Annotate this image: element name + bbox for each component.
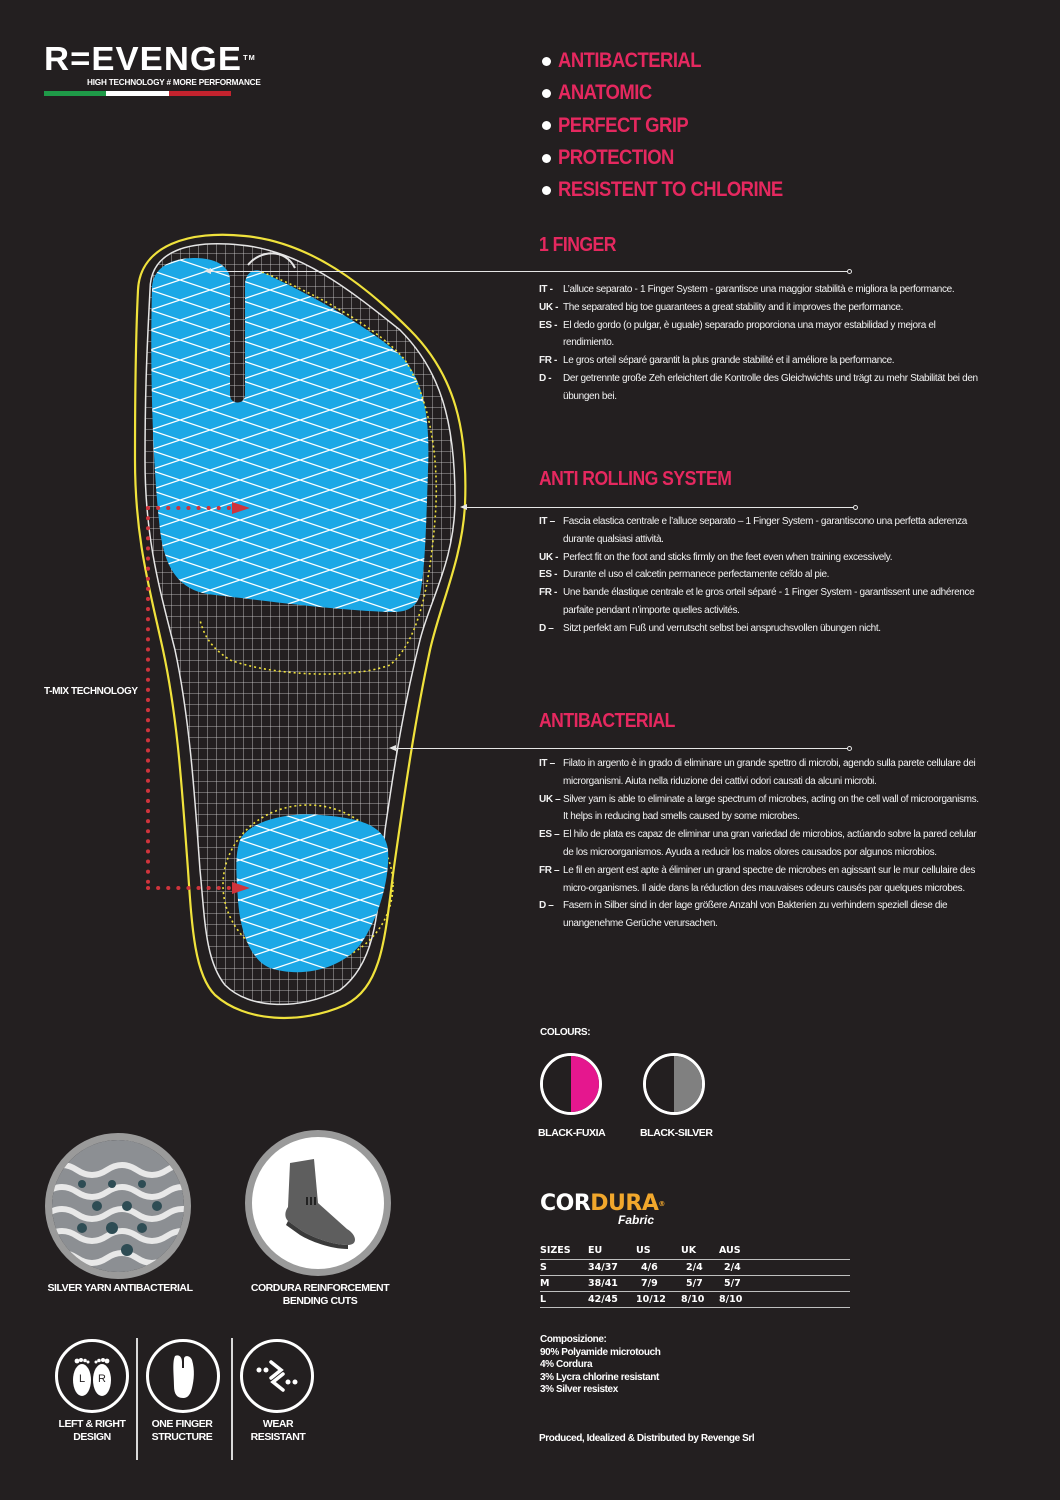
lang-row: ES - El dedo gordo (o pulgar, è uguale) separado proporciona una mayor estabilidad y mejora el rendimiento. bbox=[539, 319, 936, 349]
section-body-antibacterial bbox=[539, 755, 979, 933]
bullet-icon bbox=[542, 57, 551, 66]
colour-label-black-fuxia: BLACK-FUXIA bbox=[538, 1127, 606, 1139]
connector-line-antibacterial bbox=[395, 748, 848, 749]
arrow-left-icon bbox=[460, 504, 467, 510]
wear-resistant-caption: WEAR RESISTANT bbox=[250, 1418, 306, 1443]
connector-line-antirolling bbox=[466, 507, 854, 508]
composition-block bbox=[540, 1334, 660, 1397]
arrow-left-icon bbox=[389, 745, 396, 751]
cordura-logo: CORDURA® Fabric bbox=[540, 1191, 665, 1227]
bullet-icon bbox=[542, 186, 551, 195]
tmix-technology-label: T-MIX TECHNOLOGY bbox=[44, 686, 138, 697]
size-table bbox=[540, 1243, 850, 1308]
lang-row: UK - Perfect fit on the foot and sticks firmly on the feet even when training excessively. bbox=[539, 551, 893, 563]
composition-item: 90% Polyamide microtouch bbox=[540, 1346, 661, 1358]
silver-yarn-caption: SILVER YARN ANTIBACTERIAL bbox=[47, 1282, 193, 1294]
bullet-icon bbox=[542, 121, 551, 130]
table-row: M 38/41 7/9 5/7 5/7 bbox=[540, 1275, 850, 1291]
foot-diagram bbox=[0, 0, 520, 1030]
svg-text:L: L bbox=[78, 1373, 86, 1385]
bullet-icon bbox=[542, 89, 551, 98]
colour-swatch-black-fuxia[interactable] bbox=[540, 1053, 602, 1115]
logo-wordmark: R=EVENGE™ bbox=[44, 40, 256, 77]
colour-swatch-black-silver[interactable] bbox=[643, 1053, 705, 1115]
woven-yarn-icon bbox=[52, 1140, 184, 1272]
colours-label: COLOURS: bbox=[540, 1027, 591, 1038]
left-right-design-caption: LEFT & RIGHT DESIGN bbox=[58, 1418, 126, 1443]
left-right-design-icon bbox=[55, 1339, 129, 1413]
section-title-antibacterial: ANTIBACTERIAL bbox=[539, 710, 675, 732]
composition-title: Composizione: bbox=[540, 1334, 607, 1345]
composition-item: 3% Lycra chlorine resistant bbox=[540, 1371, 659, 1383]
lang-row: FR - Le gros orteil séparé garantit la plus grande stabilité et il améliore la performance. bbox=[539, 355, 895, 367]
produced-by-text: Produced, Idealized & Distributed by Revenge Srl bbox=[539, 1433, 755, 1444]
arrow-left-icon bbox=[204, 268, 211, 274]
one-finger-structure-icon bbox=[146, 1339, 220, 1413]
lang-row: D – Fasern in Silber sind in der lage größere Anzahl von Bakterien zu verhindern speziell diese die unangenehme Gerüche verursachen. bbox=[539, 900, 948, 930]
colour-label-black-silver: BLACK-SILVER bbox=[640, 1127, 713, 1139]
section-title-antirolling: ANTI ROLLING SYSTEM bbox=[539, 468, 732, 490]
one-finger-structure-caption: ONE FINGER STRUCTURE bbox=[151, 1418, 213, 1443]
table-header-row: SIZES EU US UK AUS bbox=[540, 1243, 850, 1259]
composition-item: 4% Cordura bbox=[540, 1359, 593, 1371]
lang-row: D - Der getrennte große Zeh erleichtert die Kontrolle des Gleichwichts und trägt zu mehr Stabilität bei den übungen bei. bbox=[539, 372, 978, 402]
lang-row: FR – Le fil en argent est apte à éliminer un grand spectre de microbes en agissant sur le mur cellulaire des micro-organismes. Il aide dans la réduction des mauvaises odeurs causés par quelques microbes. bbox=[539, 864, 975, 894]
feature-item: ANATOMIC bbox=[542, 77, 813, 109]
wear-resistant-icon bbox=[240, 1339, 314, 1413]
lang-row: ES - Durante el uso el calcetin permanece perfectamente ceĩdo al pie. bbox=[539, 569, 830, 581]
lang-row: UK – Silver yarn is able to eliminate a large spectrum of microbes, acting on the cell wall of microorganisms. It helps in reducing bad smells caused by some microbes. bbox=[539, 793, 979, 823]
cordura-reinforcement-badge bbox=[245, 1130, 391, 1276]
svg-text:R: R bbox=[98, 1373, 106, 1385]
feature-item: PROTECTION bbox=[542, 142, 813, 174]
dot-icon bbox=[847, 269, 852, 274]
cordura-reinforcement-caption: CORDURA REINFORCEMENT BENDING CUTS bbox=[250, 1282, 390, 1307]
lang-row: FR - Une bande élastique centrale et le gros orteil séparé - 1 Finger System - garantissent une adhérence parfaite pendant n’importe quelles activités. bbox=[539, 587, 975, 616]
lang-row: ES – El hilo de plata es capaz de eliminar una gran variedad de microbios, actúando sobre la pared celular de los microorganismos. Ayuda a reducir los malos olores causados por algunos microbios. bbox=[539, 829, 977, 858]
bullet-icon bbox=[542, 154, 551, 163]
logo-tagline: HIGH TECHNOLOGY # MORE PERFORMANCE bbox=[87, 78, 261, 87]
lang-row: D – Sitzt perfekt am Fuß und verrutscht selbst bei anspruchsvollen übungen nicht. bbox=[539, 622, 881, 634]
connector-line-1finger bbox=[210, 271, 848, 272]
lang-row: IT – Fascia elastica centrale e l’alluce separato – 1 Finger System - garantiscono una perfetta aderenza durante qualsiasi attività. bbox=[539, 516, 967, 545]
section-title-1finger: 1 FINGER bbox=[539, 234, 616, 256]
lang-row: IT - L’alluce separato - 1 Finger System - garantisce una maggior stabilità e migliora la performance. bbox=[539, 284, 955, 295]
section-body-antirolling bbox=[539, 513, 979, 638]
sock-icon bbox=[252, 1137, 384, 1269]
dot-icon bbox=[853, 505, 858, 510]
lang-row: IT – Filato in argento è in grado di eliminare un grande spettro di microbi, agendo sulla parete cellulare dei microrganismi. Aiuta nella riduzione dei cattivi odori causati da alcuni microbi. bbox=[539, 758, 976, 787]
feature-item: RESISTENT TO CHLORINE bbox=[542, 174, 813, 206]
dot-icon bbox=[847, 746, 852, 751]
table-row: L 42/45 10/12 8/10 8/10 bbox=[540, 1291, 850, 1307]
feature-list bbox=[542, 45, 813, 206]
feature-item: PERFECT GRIP bbox=[542, 110, 813, 142]
silver-yarn-badge bbox=[45, 1133, 191, 1279]
composition-item: 3% Silver resistex bbox=[540, 1384, 618, 1396]
table-row: S 34/37 4/6 2/4 2/4 bbox=[540, 1259, 850, 1275]
lang-row: UK - The separated big toe guarantees a great stability and it improves the performance. bbox=[539, 301, 904, 313]
section-body-1finger bbox=[539, 281, 979, 406]
feature-item: ANTIBACTERIAL bbox=[542, 45, 813, 77]
